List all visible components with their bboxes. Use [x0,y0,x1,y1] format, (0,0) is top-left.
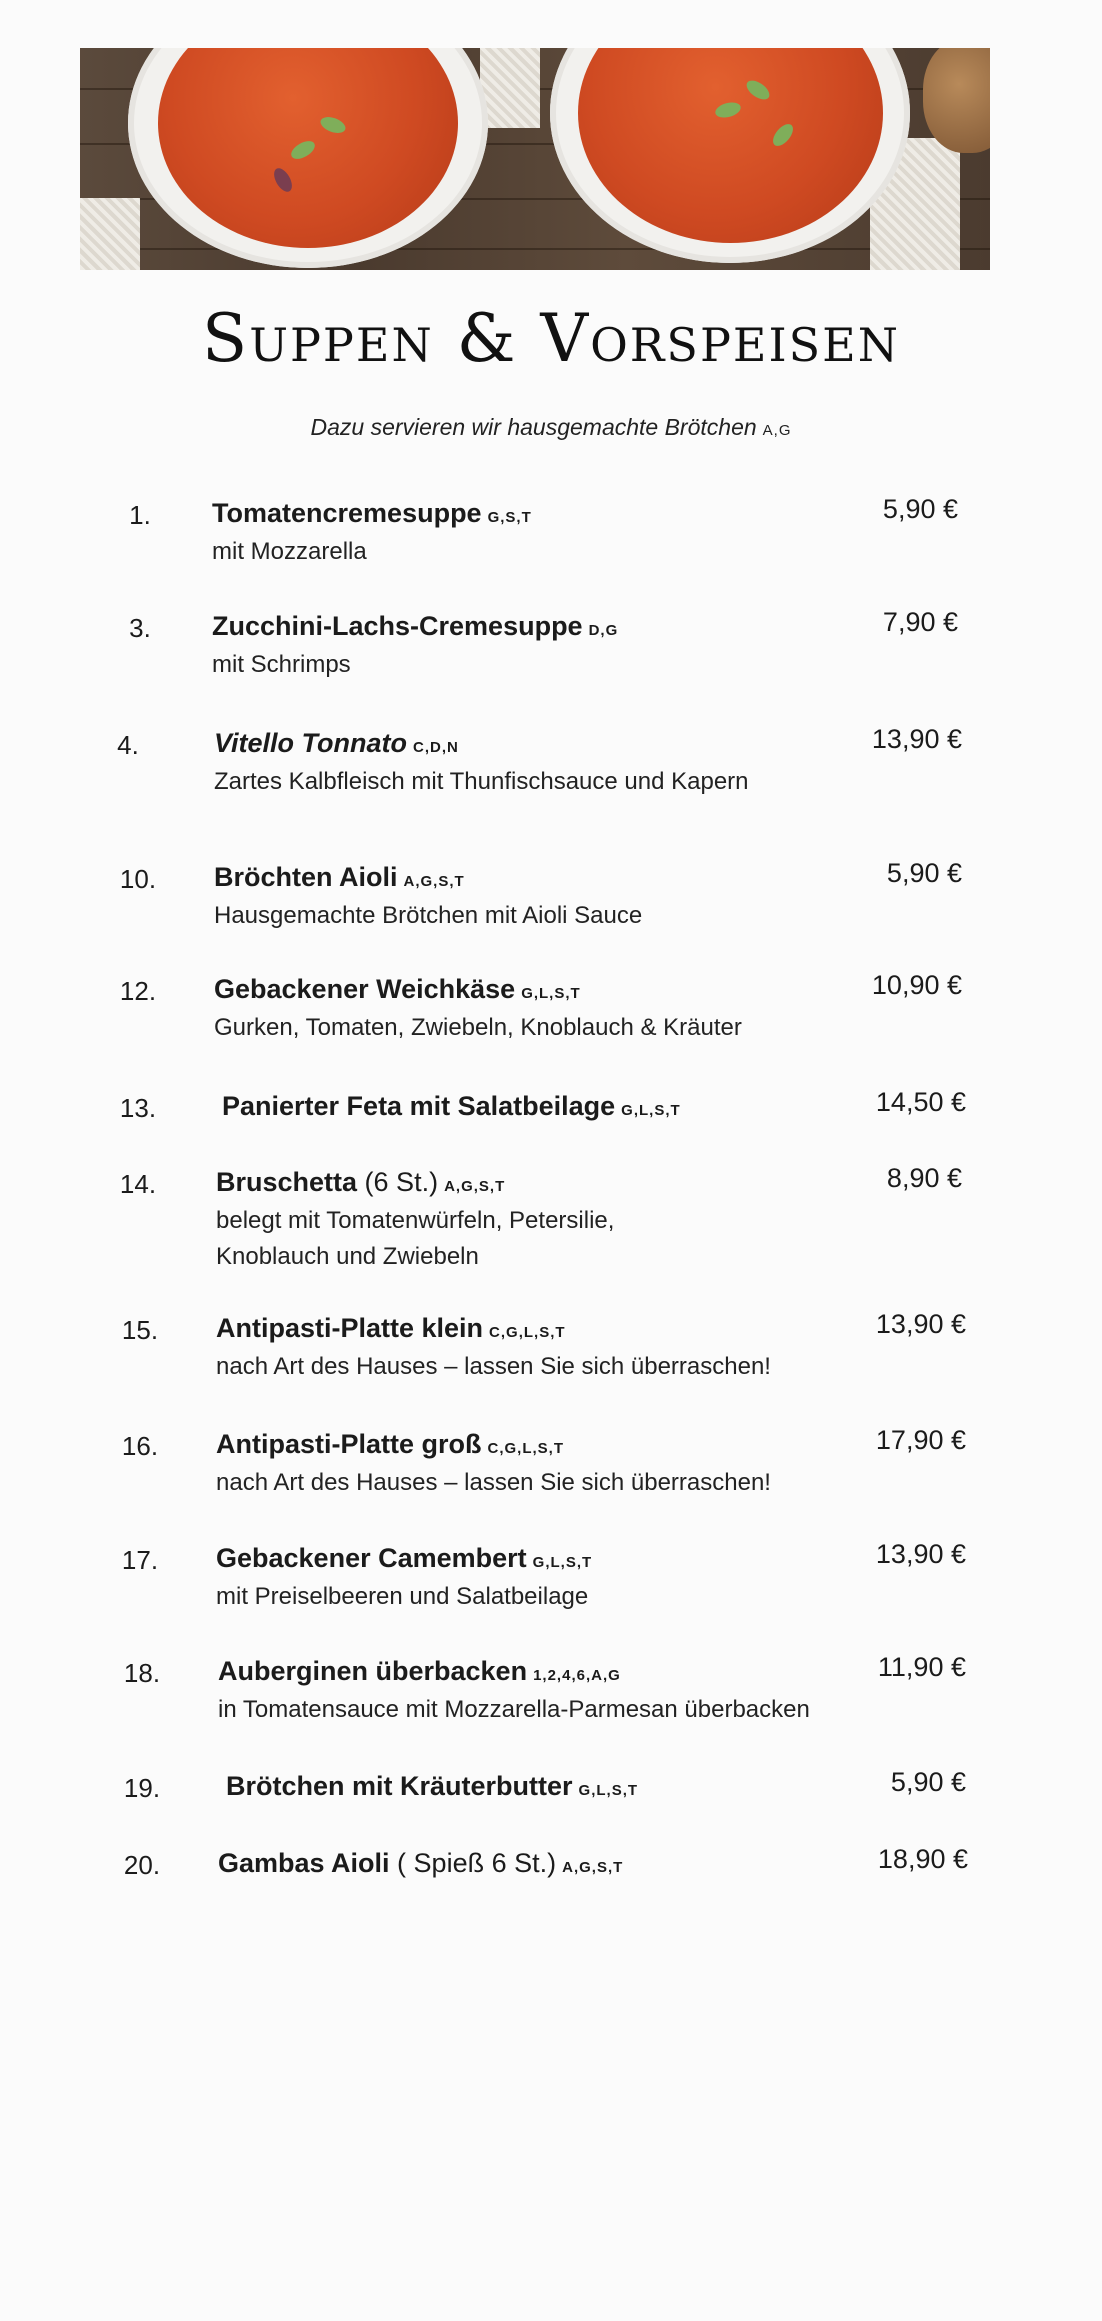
allergen-codes: C,G,L,S,T [489,1324,566,1341]
item-price: 13,90 € [871,724,962,754]
allergen-codes: A,G,S,T [403,873,465,890]
item-price: 8,90 € [886,1163,962,1193]
item-name: Bröchten Aioli A,G,S,T [214,862,465,892]
allergen-codes: A,G,S,T [444,1178,506,1195]
item-name: Auberginen überbacken 1,2,4,6,A,G [218,1656,621,1686]
item-price: 13,90 € [875,1539,966,1569]
page-subtitle [0,414,1102,441]
allergen-codes: G,L,S,T [621,1102,681,1119]
item-number: 13. [119,1093,157,1123]
item-description: Gurken, Tomaten, Zwiebeln, Knoblauch & Kräuter [214,1014,742,1041]
item-name: Panierter Feta mit Salatbeilage G,L,S,T [222,1091,681,1121]
item-description: in Tomatensauce mit Mozzarella-Parmesan überbacken [218,1696,810,1723]
item-price: 7,90 € [882,607,958,637]
item-number: 12. [119,976,157,1006]
item-number: 14. [119,1169,157,1199]
allergen-codes: A,G,S,T [562,1859,624,1876]
item-name: Bruschetta (6 St.) A,G,S,T [216,1167,506,1197]
item-description: mit Schrimps [212,651,351,678]
item-name: Vitello Tonnato C,D,N [214,728,459,758]
item-name: Brötchen mit Kräuterbutter G,L,S,T [226,1771,639,1801]
item-price: 5,90 € [882,494,958,524]
item-price: 11,90 € [877,1652,966,1682]
allergen-codes: C,G,L,S,T [487,1440,565,1457]
item-description: belegt mit Tomatenwürfeln, Petersilie, Knoblauch und Zwiebeln [216,1207,615,1270]
allergen-codes: G,L,S,T [532,1554,593,1571]
item-price: 17,90 € [875,1425,966,1455]
item-number: 19. [123,1773,161,1803]
item-price: 18,90 € [877,1844,968,1874]
page-title: Suppen & Vorspeisen [202,300,900,377]
item-number: 16. [121,1431,159,1461]
item-price: 14,50 € [875,1087,966,1117]
allergen-codes: G,L,S,T [578,1782,639,1799]
item-description: mit Mozzarella [212,538,367,565]
item-name: Gebackener Camembert G,L,S,T [216,1543,593,1573]
allergen-codes: 1,2,4,6,A,G [533,1667,621,1684]
soup-photo [80,48,990,270]
item-price: 10,90 € [871,970,962,1000]
item-number: 17. [121,1545,159,1575]
item-number: 3. [129,613,151,643]
allergen-codes: C,D,N [412,739,459,756]
item-number: 15. [121,1315,159,1345]
item-number: 18. [123,1658,161,1688]
item-name: Antipasti-Platte groß C,G,L,S,T [216,1429,565,1459]
item-number: 4. [117,730,139,760]
subtitle-text: Dazu servieren wir hausgemachte Brötchen [310,414,757,440]
item-number: 10. [119,864,157,894]
item-name: Tomatencremesuppe G,S,T [212,498,532,528]
item-price: 5,90 € [890,1767,966,1797]
item-name: Gebackener Weichkäse G,L,S,T [214,974,581,1004]
allergen-codes: G,S,T [487,509,532,526]
subtitle-allergens: A,G [762,422,792,439]
item-number: 20. [123,1850,161,1880]
item-price: 5,90 € [886,858,962,888]
item-description: Hausgemachte Brötchen mit Aioli Sauce [214,902,643,929]
item-description: nach Art des Hauses – lassen Sie sich überraschen! [216,1469,771,1496]
item-price: 13,90 € [875,1309,966,1339]
item-name: Antipasti-Platte klein C,G,L,S,T [216,1313,566,1343]
item-description: Zartes Kalbfleisch mit Thunfischsauce und Kapern [214,768,749,795]
allergen-codes: G,L,S,T [521,985,581,1002]
item-description: nach Art des Hauses – lassen Sie sich überraschen! [216,1353,771,1380]
item-description: mit Preiselbeeren und Salatbeilage [216,1583,589,1610]
item-number: 1. [129,500,151,530]
item-name: Gambas Aioli ( Spieß 6 St.) A,G,S,T [218,1848,624,1878]
item-name: Zucchini-Lachs-Cremesuppe D,G [212,611,619,641]
allergen-codes: D,G [588,622,619,639]
